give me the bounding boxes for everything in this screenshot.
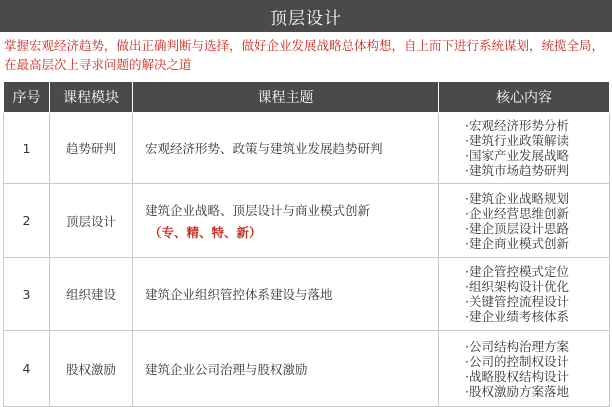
table-row: [4, 331, 610, 407]
intro-text: 掌握宏观经济趋势，做出正确判断与选择，做好企业发展战略总体构想，自上而下进行系统谋划，统揽全局，在最高层次上寻求问题的解决之道: [4, 38, 605, 72]
core-item: ·股权激励方案落地: [465, 383, 569, 399]
core-item: ·企业经营思维创新: [465, 205, 569, 221]
table-row: [4, 113, 610, 184]
core-item: ·宏观经济形势分析: [465, 118, 569, 133]
row-module: 顶层设计: [50, 184, 133, 258]
core-item: ·建企商业模式创新: [465, 235, 569, 251]
core-item: ·建企业绩考核体系: [465, 309, 569, 324]
header-module: 课程模块: [50, 82, 133, 113]
core-item: ·建企顶层设计思路: [465, 220, 569, 236]
row-module: 趋势研判: [50, 113, 133, 184]
row-core-cell: [439, 331, 610, 407]
core-item: ·公司结构治理方案: [465, 338, 569, 354]
row-topic: 宏观经济形势、政策与建筑业发展趋势研判: [145, 141, 383, 156]
row-topic: 建筑企业战略、顶层设计与商业模式创新: [145, 202, 371, 218]
row-module: 组织建设: [50, 258, 133, 331]
row-topic-cell: [133, 113, 439, 184]
course-table: [3, 81, 610, 407]
core-item: ·组织架构设计优化: [465, 279, 569, 294]
row-module: 股权激励: [50, 331, 133, 407]
row-topic: 建筑企业组织管控体系建设与落地: [145, 287, 333, 302]
core-item: ·公司的控制权设计: [465, 353, 569, 369]
row-topic-note: （专、精、特、新）: [149, 224, 262, 240]
header-topic: 课程主题: [133, 82, 439, 113]
header-core: 核心内容: [439, 82, 610, 113]
row-number: 3: [4, 258, 50, 331]
row-topic: 建筑企业公司治理与股权激励: [145, 361, 308, 377]
core-item: ·建筑企业战略规划: [465, 190, 569, 206]
page-title: 顶层设计: [0, 0, 612, 32]
row-number: 2: [4, 184, 50, 258]
row-number: 4: [4, 331, 50, 407]
core-item: ·建筑行业政策解读: [465, 133, 569, 148]
row-core-cell: [439, 258, 610, 331]
table-row: [4, 184, 610, 258]
core-item: ·关键管控流程设计: [465, 294, 569, 309]
core-item: ·建企管控模式定位: [465, 264, 569, 279]
row-topic-cell: [133, 258, 439, 331]
core-item: ·建筑市场趋势研判: [465, 163, 569, 178]
row-topic-cell: [133, 184, 439, 258]
header-number: 序号: [4, 82, 50, 113]
core-item: ·战略股权结构设计: [465, 368, 569, 384]
table-header-row: [4, 82, 610, 113]
row-number: 1: [4, 113, 50, 184]
row-core-cell: [439, 184, 610, 258]
row-core-cell: [439, 113, 610, 184]
core-item: ·国家产业发展战略: [465, 148, 569, 163]
row-topic-cell: [133, 331, 439, 407]
table-row: [4, 258, 610, 331]
